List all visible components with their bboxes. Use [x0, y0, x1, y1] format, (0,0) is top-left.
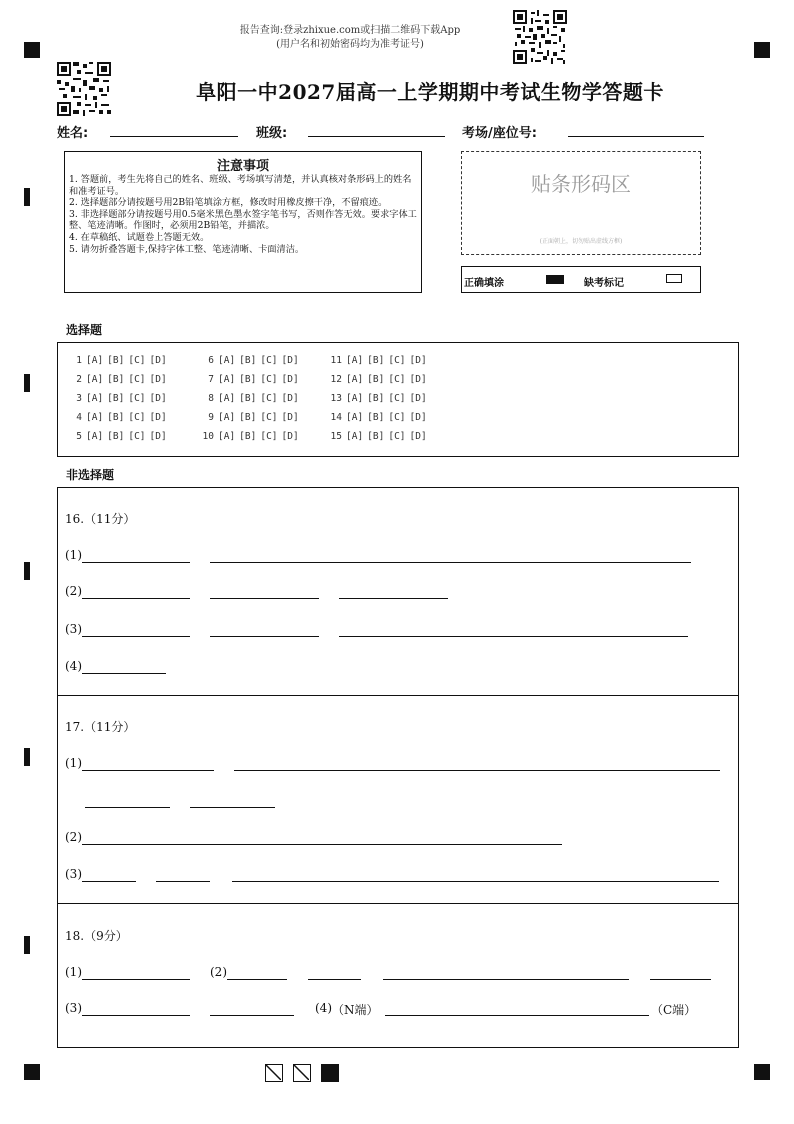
choice-option-bubble[interactable]: [A] [86, 393, 104, 404]
q16-part2-blank-a[interactable] [82, 598, 190, 599]
choice-option-bubble[interactable]: [C] [260, 431, 278, 442]
q16-part4-label: (4) [65, 659, 82, 673]
choice-question-row [328, 355, 431, 366]
q16-part1-label: (1) [65, 548, 82, 562]
choice-option-bubble[interactable]: [B] [107, 374, 125, 385]
qr-code-card [57, 62, 111, 116]
choice-option-bubble[interactable]: [B] [239, 374, 257, 385]
choice-option-bubble[interactable]: [D] [281, 355, 299, 366]
timing-mark [24, 748, 30, 766]
q18-part2-blank-b[interactable] [308, 979, 361, 980]
choice-option-bubble[interactable]: [D] [409, 374, 427, 385]
choice-question-row [200, 393, 303, 404]
notice-item: 1. 答题前，考生先将自己的姓名、班级、考场填写清楚，并认真核对条形码上的姓名和准考证号。 [69, 174, 412, 197]
q17-part2-blank-a[interactable] [82, 844, 562, 845]
choice-option-bubble[interactable]: [B] [367, 431, 385, 442]
barcode-title: 贴条形码区 [531, 172, 631, 196]
timing-mark [24, 562, 30, 580]
qr-code-app [513, 10, 567, 64]
choice-option-bubble[interactable]: [A] [346, 355, 364, 366]
choice-option-bubble[interactable]: [C] [128, 393, 146, 404]
q16-part1-blank-a[interactable] [82, 562, 190, 563]
choice-option-bubble[interactable]: [D] [281, 431, 299, 442]
seat-label: 考场/座位号: [462, 126, 537, 141]
choice-option-bubble[interactable]: [B] [367, 412, 385, 423]
q17-part3-blank-b[interactable] [156, 881, 210, 882]
q18-part2-blank-a[interactable] [227, 979, 287, 980]
q16-part2-label: (2) [65, 584, 82, 598]
choice-question-number: 11 [330, 355, 342, 366]
choice-question-row [68, 393, 171, 404]
choice-option-bubble[interactable]: [B] [367, 374, 385, 385]
corner-mark-top-right [754, 42, 770, 58]
choice-option-bubble[interactable]: [D] [149, 374, 167, 385]
choice-option-bubble[interactable]: [C] [388, 412, 406, 423]
timing-mark [24, 188, 30, 206]
choice-option-bubble[interactable]: [A] [346, 374, 364, 385]
choice-question-number: 8 [208, 393, 214, 404]
name-field[interactable] [110, 136, 238, 137]
choice-question-number: 12 [330, 374, 342, 385]
choice-option-bubble[interactable]: [A] [346, 431, 364, 442]
q16-part3-blank-c[interactable] [339, 636, 688, 637]
notice-list [69, 174, 417, 255]
choice-question-number: 14 [330, 412, 342, 423]
choice-option-bubble[interactable]: [B] [107, 355, 125, 366]
answer-sheet-title: 阜阳一中2027届高一上学期期中考试生物学答题卡 [196, 80, 664, 104]
correct-fill-sample [546, 275, 564, 284]
q18-part2-blank-c[interactable] [383, 979, 629, 980]
timing-mark [24, 936, 30, 954]
name-label: 姓名: [57, 126, 89, 141]
nonchoice-section-label: 非选择题 [66, 468, 115, 482]
choice-option-bubble[interactable]: [D] [149, 431, 167, 442]
correct-fill-label: 正确填涂 [464, 278, 504, 289]
choice-option-bubble[interactable]: [A] [346, 412, 364, 423]
choice-option-bubble[interactable]: [A] [218, 431, 236, 442]
choice-option-bubble[interactable]: [B] [367, 355, 385, 366]
choice-option-bubble[interactable]: [D] [281, 393, 299, 404]
notice-item: 3. 非选择题部分请按题号用0.5毫米黑色墨水签字笔书写，否则作答无效。要求字体工整、笔迹清晰。作图时，必须用2B铅笔，并描浓。 [69, 208, 417, 232]
q18-n-end-label: （N端） [332, 1003, 379, 1017]
q17-part1-blank-b[interactable] [234, 770, 720, 771]
choice-question-row [68, 355, 171, 366]
choice-option-bubble[interactable]: [A] [346, 393, 364, 404]
choice-question-row [68, 412, 171, 423]
choice-option-bubble[interactable]: [C] [128, 431, 146, 442]
seat-field[interactable] [568, 136, 704, 137]
corner-mark-top-left [24, 42, 40, 58]
notice-item: 4. 在草稿纸、试题卷上答题无效。 [69, 231, 210, 243]
q18-part1-blank-a[interactable] [82, 979, 190, 980]
choice-option-bubble[interactable]: [A] [86, 355, 104, 366]
choice-option-bubble[interactable]: [D] [149, 412, 167, 423]
choice-question-row [200, 431, 303, 442]
q17-part3-label: (3) [65, 867, 82, 881]
q17-part3-blank-c[interactable] [232, 881, 719, 882]
notice-item: 2. 选择题部分请按题号用2B铅笔填涂方框，修改时用橡皮擦干净，不留痕迹。 [69, 197, 388, 209]
q16-part2-blank-c[interactable] [339, 598, 448, 599]
choice-option-bubble[interactable]: [A] [218, 412, 236, 423]
question-17-title: 17.（11分） [65, 720, 136, 734]
choice-option-bubble[interactable]: [B] [107, 393, 125, 404]
choice-question-row [68, 374, 171, 385]
choice-option-bubble[interactable]: [C] [260, 412, 278, 423]
q17-part1-blank-d[interactable] [190, 807, 275, 808]
choice-option-bubble[interactable]: [B] [107, 431, 125, 442]
q18-part4-blank-a[interactable] [385, 1015, 649, 1016]
choice-option-bubble[interactable]: [C] [260, 355, 278, 366]
page-mark-slash [265, 1064, 283, 1082]
timing-mark [24, 374, 30, 392]
q16-part3-blank-a[interactable] [82, 636, 190, 637]
choice-option-bubble[interactable]: [C] [128, 355, 146, 366]
report-query-line: 报告查询:登录zhixue.com或扫描二维码下载App [239, 25, 461, 36]
choice-option-bubble[interactable]: [B] [367, 393, 385, 404]
notice-box [64, 151, 422, 293]
notice-title: 注意事项 [216, 159, 269, 174]
q17-part1-label: (1) [65, 756, 82, 770]
choice-option-bubble[interactable]: [B] [239, 393, 257, 404]
q18-part3-blank-a[interactable] [82, 1015, 190, 1016]
notice-item: 5. 请勿折叠答题卡,保持字体工整、笔迹清晰、卡面清洁。 [69, 243, 305, 255]
page-mark-slash [293, 1064, 311, 1082]
choice-option-bubble[interactable]: [C] [260, 374, 278, 385]
choice-question-row [328, 393, 431, 404]
choice-option-bubble[interactable]: [C] [388, 431, 406, 442]
choice-option-bubble[interactable]: [D] [409, 431, 427, 442]
choice-option-bubble[interactable]: [A] [86, 374, 104, 385]
q16-part3-blank-b[interactable] [210, 636, 319, 637]
q16-part3-label: (3) [65, 622, 82, 636]
absent-mark-box[interactable] [666, 274, 682, 283]
choice-option-bubble[interactable]: [D] [409, 412, 427, 423]
choice-option-bubble[interactable]: [B] [107, 412, 125, 423]
page-mark-filled [321, 1064, 339, 1082]
absent-mark-label: 缺考标记 [584, 278, 624, 289]
q18-part3-label: (3) [65, 1001, 82, 1015]
choice-option-bubble[interactable]: [C] [388, 374, 406, 385]
question-16-box [57, 487, 739, 696]
q18-c-end-label: （C端） [651, 1003, 697, 1017]
choice-question-row [200, 412, 303, 423]
q18-part4-label: (4) [315, 1001, 332, 1015]
choice-option-bubble[interactable]: [D] [149, 355, 167, 366]
choice-question-row [328, 431, 431, 442]
barcode-area [461, 151, 701, 255]
choice-option-bubble[interactable]: [C] [388, 355, 406, 366]
class-field[interactable] [308, 136, 445, 137]
choice-option-bubble[interactable]: [B] [239, 431, 257, 442]
choice-question-row [328, 374, 431, 385]
choice-question-number: 1 [76, 355, 82, 366]
class-label: 班级: [256, 126, 288, 141]
q17-part3-blank-a[interactable] [82, 881, 136, 882]
question-18-title: 18.（9分） [65, 929, 128, 943]
choice-option-bubble[interactable]: [C] [128, 412, 146, 423]
choice-question-number: 7 [208, 374, 214, 385]
choice-option-bubble[interactable]: [C] [260, 393, 278, 404]
corner-mark-bottom-right [754, 1064, 770, 1080]
fill-legend [461, 266, 701, 293]
choice-question-row [68, 431, 171, 442]
login-hint-line: (用户名和初始密码均为准考证号) [276, 39, 424, 50]
choice-question-number: 13 [330, 393, 342, 404]
choice-question-row [200, 374, 303, 385]
choice-question-number: 9 [208, 412, 214, 423]
choice-option-bubble[interactable]: [D] [409, 355, 427, 366]
choice-option-bubble[interactable]: [C] [128, 374, 146, 385]
choice-option-bubble[interactable]: [C] [388, 393, 406, 404]
q16-part4-blank-a[interactable] [82, 673, 166, 674]
choice-option-bubble[interactable]: [D] [281, 412, 299, 423]
choice-option-bubble[interactable]: [A] [218, 374, 236, 385]
choice-question-number: 4 [76, 412, 82, 423]
question-16-title: 16.（11分） [65, 512, 136, 526]
choice-option-bubble[interactable]: [D] [281, 374, 299, 385]
report-query-note [220, 24, 480, 52]
choice-question-number: 6 [208, 355, 214, 366]
choice-option-bubble[interactable]: [D] [149, 393, 167, 404]
q16-part1-blank-b[interactable] [210, 562, 691, 563]
q18-part1-label: (1) [65, 965, 82, 979]
choice-question-number: 3 [76, 393, 82, 404]
choice-option-bubble[interactable]: [A] [86, 412, 104, 423]
choice-option-bubble[interactable]: [B] [239, 355, 257, 366]
choice-section-label: 选择题 [66, 323, 103, 337]
q17-part1-blank-a[interactable] [82, 770, 214, 771]
choice-option-bubble[interactable]: [A] [218, 355, 236, 366]
choice-option-bubble[interactable]: [D] [409, 393, 427, 404]
choice-question-number: 5 [76, 431, 82, 442]
choice-answer-area [57, 342, 739, 457]
q17-part1-blank-c[interactable] [85, 807, 170, 808]
choice-option-bubble[interactable]: [B] [239, 412, 257, 423]
question-18-box [57, 903, 739, 1048]
choice-question-row [200, 355, 303, 366]
choice-option-bubble[interactable]: [A] [218, 393, 236, 404]
choice-question-number: 15 [330, 431, 342, 442]
choice-question-number: 2 [76, 374, 82, 385]
q16-part2-blank-b[interactable] [210, 598, 319, 599]
barcode-hint: (正面朝上，切勿贴出虚线方框) [539, 238, 623, 245]
choice-question-number: 10 [202, 431, 214, 442]
corner-mark-bottom-left [24, 1064, 40, 1080]
question-17-box [57, 695, 739, 904]
q18-part3-blank-b[interactable] [210, 1015, 294, 1016]
q17-part2-label: (2) [65, 830, 82, 844]
q18-part2-label: (2) [210, 965, 227, 979]
choice-option-bubble[interactable]: [A] [86, 431, 104, 442]
choice-question-row [328, 412, 431, 423]
q18-part2-blank-d[interactable] [650, 979, 711, 980]
